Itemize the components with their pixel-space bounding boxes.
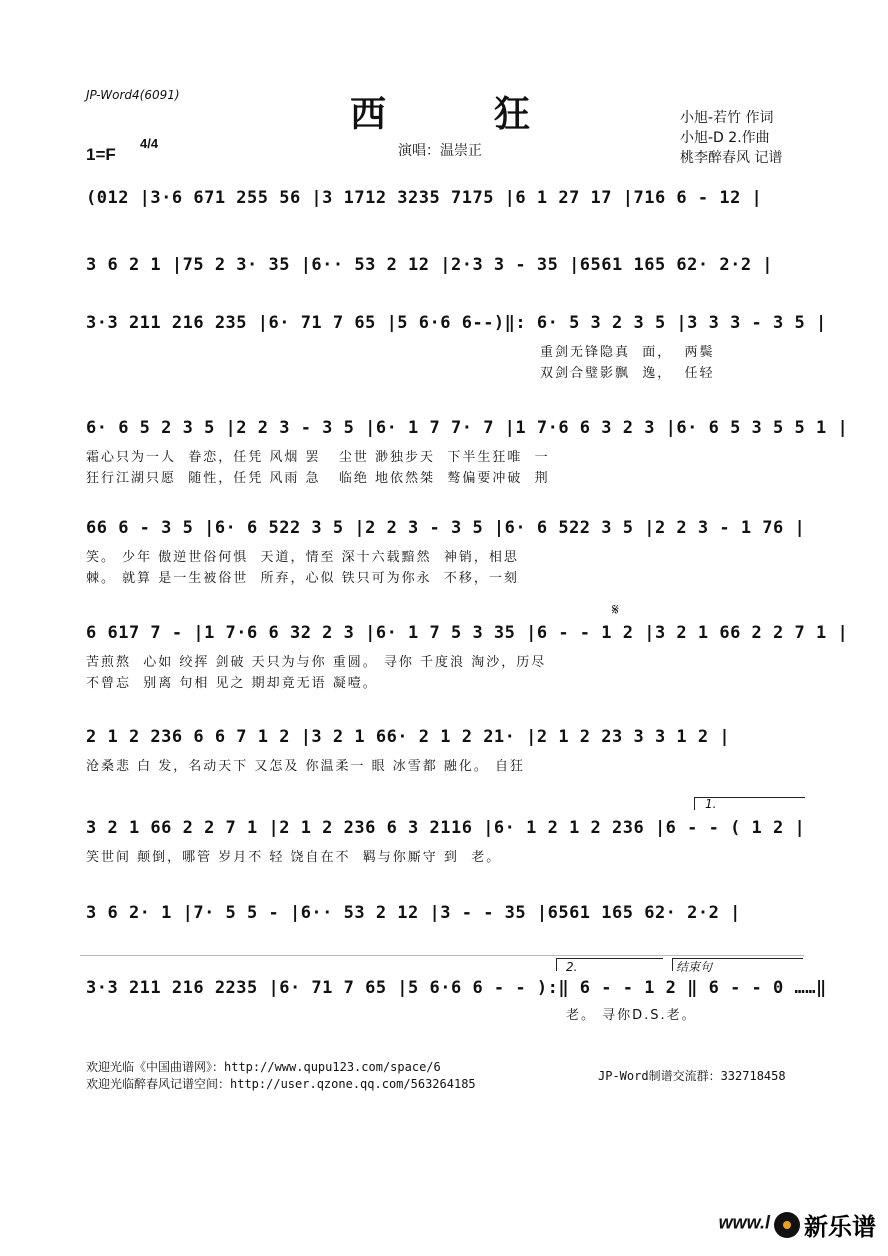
volta-1-label: 1. [705,797,717,811]
source-tag: JP-Word4(6091) [86,88,180,102]
lyric-line-5b: 棘。 就算 是一生被俗世 所弃，心似 铁只可为你永 不移，一刻 [86,571,519,586]
notation-system-3: 3·3 211 216 235 |6· 71 7 65 |5 6·6 6--)‖: 6· 5 3 2 3 5 |3 3 3 - 3 5 | [86,313,827,333]
notation-system-10: 3·3 211 216 2235 |6· 71 7 65 |5 6·6 6 - - ):‖ 6 - - 1 2 ‖ 6 - - 0 ……‖ [86,978,827,998]
watermark-brand: 新乐谱 [804,1214,876,1241]
lyric-line-10a: 老。 寻你D.S.老。 [566,1008,697,1023]
singer: 演唱：温崇正 [398,143,482,159]
staff-rule [80,955,804,956]
lyricist: 小旭-若竹 作词 [680,110,774,126]
record-disc-icon [774,1212,800,1238]
footer-link-2: 欢迎光临醉春风记谱空间：http://user.qzone.qq.com/563264185 [86,1077,476,1091]
segno-mark: 𝄋 [612,600,619,619]
song-title: 西狂 [350,93,639,135]
lyric-line-6a: 苦煎熬 心如 绞挥 剑破 天只为与你 重圆。 寻你 千度浪 淘沙，历尽 [86,655,547,670]
notation-system-9: 3 6 2· 1 |7· 5 5 - |6·· 53 2 12 |3 - - 35 |6561 165 62· 2·2 | [86,903,741,923]
notation-system-7: 2 1 2 236 6 6 7 1 2 |3 2 1 66· 2 1 2 21· |2 1 2 23 3 3 1 2 | [86,727,731,747]
notation-system-4: 6· 6 5 2 3 5 |2 2 3 - 3 5 |6· 1 7 7· 7 |1 7·6 6 3 2 3 |6· 6 5 3 5 5 1 | [86,418,849,438]
time-signature: 4/4 [140,136,159,151]
notation-system-1: (012 |3·6 671 255 56 |3 1712 3235 7175 |6 1 27 17 |716 6 - 12 | [86,188,763,208]
footer-link-1: 欢迎光临《中国曲谱网》：http://www.qupu123.com/space/6 [86,1060,441,1074]
site-watermark [710,1189,876,1242]
notation-system-8: 3 2 1 66 2 2 7 1 |2 1 2 236 6 3 2116 |6· 1 2 1 2 236 |6 - - ( 1 2 | [86,818,806,838]
lyric-line-8a: 笑世间 颠倒，哪管 岁月不 轻 饶自在不 羁与你厮守 到 老。 [86,850,502,865]
footer-group: JP-Word制谱交流群：332718458 [598,1069,786,1083]
lyric-line-3a: 重剑无锋隐真 面， 两鬓 [540,345,715,360]
lyric-line-7a: 沧桑悲 白 发，名动天下 又怎及 你温柔一 眼 冰雪都 融化。 自狂 [86,759,526,774]
volta-2-label: 2. [566,960,578,974]
transcriber: 桃李醉春风 记谱 [680,150,783,166]
key-signature: 1=F [86,145,116,164]
notation-system-6: 6 617 7 - |1 7·6 6 32 2 3 |6· 1 7 5 3 35 |6 - - 1 2 |3 2 1 66 2 2 7 1 | [86,623,849,643]
ending-label: 结束句 [676,960,713,974]
lyric-line-5a: 笑。 少年 傲逆世俗何惧 天道，情至 深十六载黯然 神销，相思 [86,550,519,565]
lyric-line-6b: 不曾忘 别离 句相 见之 期却竟无语 凝噎。 [86,676,378,691]
lyric-line-3b: 双剑合璧影飘 逸， 任轻 [540,366,715,381]
lyric-line-4a: 霜心只为一人 眷恋，任凭 风烟 罢 尘世 渺独步天 下半生狂唯 一 [86,450,550,465]
composer: 小旭-D 2.作曲 [680,130,770,146]
watermark-url: www.l [718,1212,770,1233]
notation-system-2: 3 6 2 1 |75 2 3· 35 |6·· 53 2 12 |2·3 3 - 35 |6561 165 62· 2·2 | [86,255,774,275]
notation-system-5: 66 6 - 3 5 |6· 6 522 3 5 |2 2 3 - 3 5 |6· 6 522 3 5 |2 2 3 - 1 76 | [86,518,806,538]
lyric-line-4b: 狂行江湖只愿 随性，任凭 风雨 急 临绝 地依然桀 骜偏要冲破 荆 [86,471,550,486]
